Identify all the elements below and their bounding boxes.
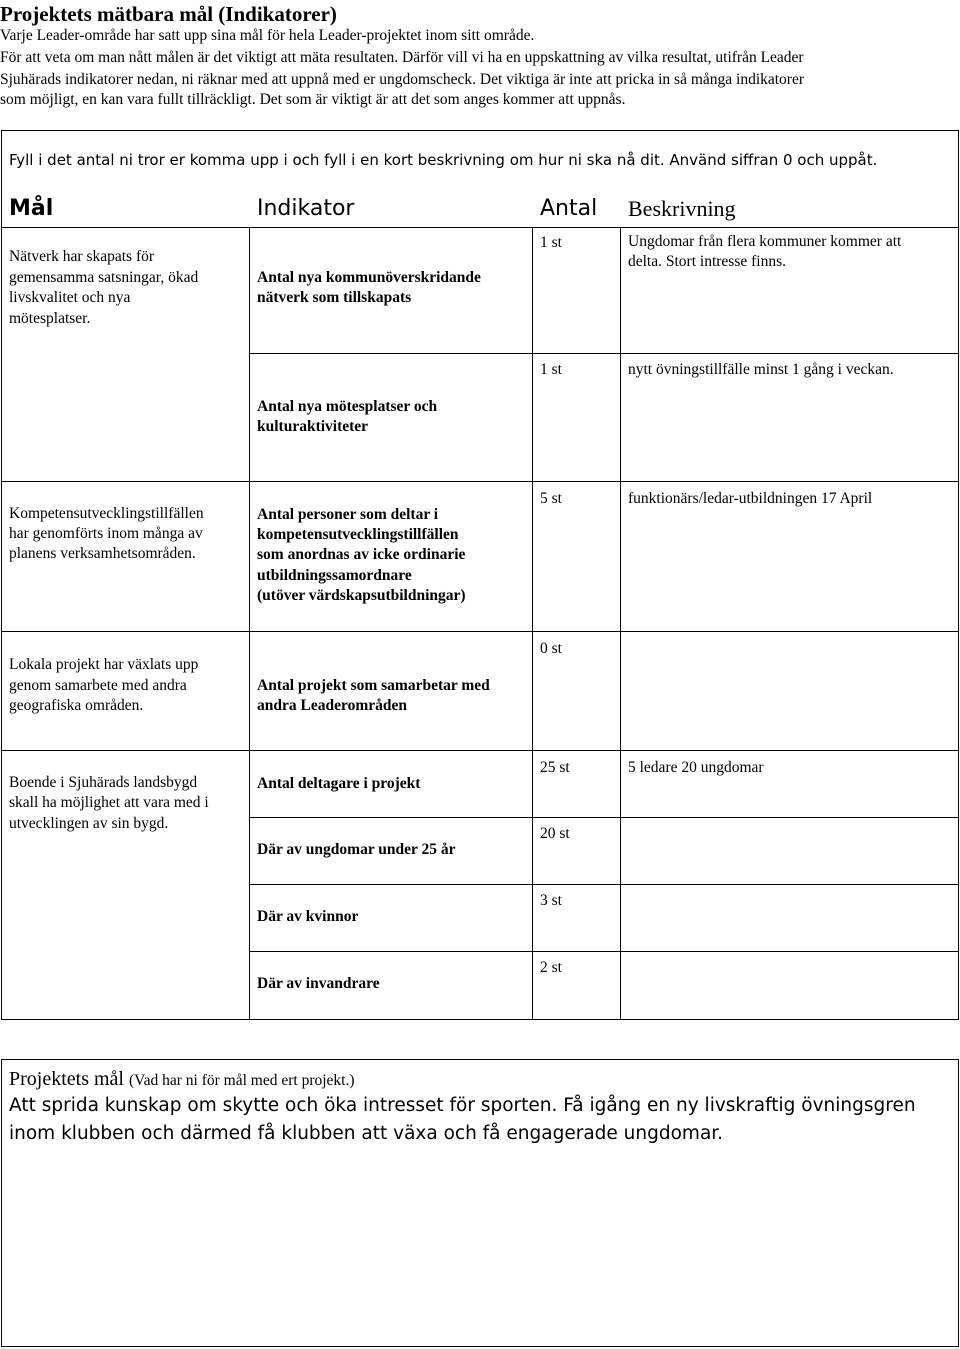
goal-cell-line: Kompetensutvecklingstillfällen [9,505,204,522]
project-goal-text-line: Att sprida kunskap om skytte och öka intresset för sporten. Få igång en ny livskraftig övningsgren [9,1095,916,1116]
intro-line: som möjligt, en kan vara fullt tillräckligt. Det som är viktigt är att det som anges kommer att uppnås. [0,91,626,108]
intro-line: För att veta om man nått målen är det viktigt att mäta resultaten. Därför vill vi ha en uppskattning av vilka resultat, utifrån Leader [0,49,804,66]
description-cell-line: Ungdomar från flera kommuner kommer att [628,233,902,250]
goal-cell-line: genom samarbete med andra [9,677,187,694]
count-cell: 20 st [540,825,570,842]
table-row-divider [249,951,959,952]
column-header-beskrivning: Beskrivning [628,196,736,221]
goal-cell-line: Lokala projekt har växlats upp [9,656,199,673]
indicator-cell-line: Antal projekt som samarbetar med [257,677,490,694]
project-goal-text-line: inom klubben och därmed få klubben att växa och få engagerade ungdomar. [9,1123,724,1144]
column-header-mal: Mål [9,196,54,221]
count-cell: 0 st [540,640,562,657]
column-header-indikator: Indikator [257,196,355,221]
indicator-cell-line: utbildningssamordnare [257,567,412,584]
goal-cell-line: geografiska områden. [9,697,144,714]
indicator-cell-line: Antal nya mötesplatser och [257,398,438,415]
indicator-cell-line: kompetensutvecklingstillfällen [257,526,459,543]
table-row-divider [1,631,959,632]
intro-line: Varje Leader-område har satt upp sina mål för hela Leader-projektet inom sitt område. [0,27,535,44]
description-cell-line: nytt övningstillfälle minst 1 gång i veckan. [628,361,894,378]
count-cell: 1 st [540,361,562,378]
goal-cell-line: skall ha möjlighet att vara med i [9,794,209,811]
project-goal-subtitle: (Vad har ni för mål med ert projekt.) [128,1072,355,1089]
table-row-divider [249,353,959,354]
description-cell: 5 ledare 20 ungdomar [628,759,764,776]
table-divider [532,227,533,1020]
column-header-antal: Antal [540,196,598,221]
intro-line: Sjuhärads indikatorer nedan, ni räknar med att uppnå med er ungdomscheck. Det viktiga är inte att pricka in så många indikatorer [0,71,805,88]
project-goal-title [9,1066,355,1094]
project-goal-heading: Projektets mål [9,1068,124,1090]
table-top-rule [1,227,959,228]
table-row-divider [249,817,959,818]
goal-cell-line: gemensamma satsningar, ökad [9,269,199,286]
count-cell: 5 st [540,490,562,507]
table-row-divider [1,481,959,482]
goal-cell-line: mötesplatser. [9,310,91,327]
table-row-divider [1,750,959,751]
goal-cell-line: utvecklingen av sin bygd. [9,815,169,832]
count-cell: 25 st [540,759,570,776]
indicator-cell: Antal deltagare i projekt [257,775,421,792]
count-cell: 1 st [540,234,562,251]
description-cell-line: delta. Stort intresse finns. [628,253,786,270]
goal-cell-line: livskvalitet och nya [9,289,131,306]
goal-cell-line: planens verksamhetsområden. [9,545,196,562]
indicator-cell-line: nätverk som tillskapats [257,289,412,306]
indicator-cell: Där av invandrare [257,975,380,992]
form-instruction: Fyll i det antal ni tror er komma upp i och fyll i en kort beskrivning om hur ni ska nå dit. Använd siffran 0 och uppåt. [9,151,878,169]
indicator-cell: Där av ungdomar under 25 år [257,841,456,858]
goal-cell-line: Nätverk har skapats för [9,248,155,265]
count-cell: 2 st [540,959,562,976]
goal-cell-line: har genomförts inom många av [9,525,203,542]
description-cell-line: funktionärs/ledar-utbildningen 17 April [628,490,873,507]
table-row-divider [249,884,959,885]
indicator-cell-line: (utöver värdskapsutbildningar) [257,587,466,604]
indicator-cell-line: kulturaktiviteter [257,418,369,435]
indicator-cell: Där av kvinnor [257,908,359,925]
indicator-cell-line: Antal personer som deltar i [257,506,439,523]
goal-cell-line: Boende i Sjuhärads landsbygd [9,774,198,791]
table-divider [249,227,250,1020]
indicator-cell-line: andra Leaderområden [257,697,407,714]
indicator-cell-line: som anordnas av icke ordinarie [257,546,466,563]
count-cell: 3 st [540,892,562,909]
indicator-cell-line: Antal nya kommunöverskridande [257,269,481,286]
table-divider [620,227,621,1020]
page-title: Projektets mätbara mål (Indikatorer) [0,2,337,26]
